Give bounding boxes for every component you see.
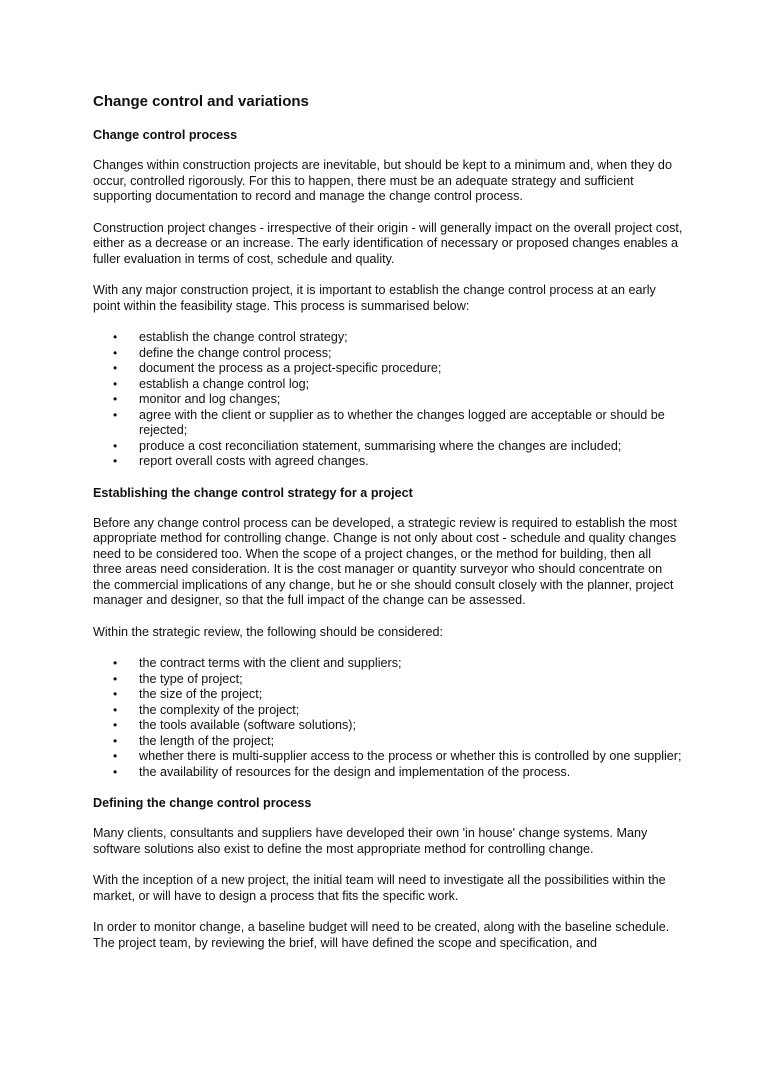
list-item (113, 454, 683, 470)
paragraph: In order to monitor change, a baseline budget will need to be created, along with the baseline schedule. The project team, by reviewing the brief, will have defined the scope and specification, and (93, 920, 670, 950)
bullet-icon: • (113, 454, 118, 468)
bullet-list-strategic-review (93, 656, 683, 780)
list-item (113, 765, 683, 781)
bullet-icon: • (113, 687, 118, 701)
bullet-list-process-steps (93, 330, 683, 470)
list-item-text: the type of project; (139, 671, 243, 686)
paragraph: Changes within construction projects are inevitable, but should be kept to a minimum and, when they do occur, controlled rigorously. For this to happen, there must be an adequate strategy and sufficient supporting documentation to record and manage the change control process. (93, 158, 672, 203)
bullet-icon: • (113, 702, 118, 717)
bullet-icon: • (113, 361, 118, 375)
list-item-text: the availability of resources for the design and implementation of the process. (139, 764, 571, 779)
list-item-text: establish the change control strategy; (139, 330, 348, 344)
bullet-icon: • (113, 749, 118, 763)
list-item-text: define the change control process; (139, 345, 332, 360)
paragraph: Construction project changes - irrespective of their origin - will generally impact on the overall project cost, either as a decrease or an increase. The early identification of necessary or proposed changes enables a fuller evaluation in terms of cost, schedule and quality. (93, 220, 683, 266)
section-heading-defining-process: Defining the change control process (93, 796, 312, 810)
document-page (93, 92, 683, 967)
list-item-text: produce a cost reconciliation statement, summarising where the changes are included; (139, 438, 622, 453)
list-item (113, 718, 683, 734)
list-item (113, 361, 683, 377)
list-item (113, 703, 683, 719)
list-item-text: agree with the client or supplier as to whether the changes logged are acceptable or should be rejected; (139, 407, 665, 437)
list-item (113, 439, 683, 455)
paragraph: With the inception of a new project, the initial team will need to investigate all the possibilities within the market, or will have to design a process that fits the specific work. (93, 873, 666, 903)
bullet-icon: • (113, 438, 118, 453)
list-item (113, 408, 683, 439)
bullet-icon: • (113, 330, 118, 344)
paragraph: Many clients, consultants and suppliers have developed their own 'in house' change systems. Many software solutions also exist to define the most appropriate method for controlling change. (93, 826, 648, 856)
bullet-icon: • (113, 407, 118, 422)
bullet-icon: • (113, 671, 118, 686)
paragraph: With any major construction project, it is important to establish the change control process at an early point within the feasibility stage. This process is summarised below: (93, 283, 656, 313)
section-heading-establishing-strategy: Establishing the change control strategy for a project (93, 485, 413, 500)
bullet-icon: • (113, 733, 118, 748)
list-item-text: the tools available (software solutions); (139, 718, 357, 732)
bullet-icon: • (113, 718, 118, 732)
list-item (113, 392, 683, 408)
bullet-icon: • (113, 345, 118, 360)
list-item (113, 687, 683, 703)
list-item-text: establish a change control log; (139, 376, 310, 391)
bullet-icon: • (113, 392, 118, 406)
list-item-text: monitor and log changes; (139, 392, 281, 406)
bullet-icon: • (113, 764, 118, 779)
list-item (113, 734, 683, 750)
list-item-text: the length of the project; (139, 733, 275, 748)
list-item-text: the size of the project; (139, 687, 263, 701)
paragraph: Within the strategic review, the following should be considered: (93, 624, 444, 639)
section-heading-change-control-process: Change control process (93, 128, 238, 142)
list-item (113, 672, 683, 688)
bullet-icon: • (113, 376, 118, 391)
list-item-text: document the process as a project-specific procedure; (139, 361, 442, 375)
list-item-text: report overall costs with agreed changes. (139, 454, 369, 468)
list-item-text: the complexity of the project; (139, 702, 300, 717)
list-item (113, 377, 683, 393)
bullet-icon: • (113, 656, 118, 670)
list-item (113, 749, 683, 765)
list-item (113, 656, 683, 672)
paragraph: Before any change control process can be developed, a strategic review is required to establish the most appropriate method for controlling change. Change is not only about cost - schedule and quality changes need to be considered too. When the scope of a project changes, or the method for building, then all three areas need consideration. It is the cost manager or quantity surveyor who should concentrate on the commercial implications of any change, but he or she should consult closely with the planner, project manager and designer, so that the full impact of the change can be assessed. (93, 515, 677, 607)
list-item-text: the contract terms with the client and suppliers; (139, 656, 402, 670)
list-item (113, 330, 683, 346)
list-item (113, 346, 683, 362)
list-item-text: whether there is multi-supplier access to the process or whether this is controlled by one supplier; (139, 749, 682, 763)
document-title: Change control and variations (93, 93, 309, 110)
